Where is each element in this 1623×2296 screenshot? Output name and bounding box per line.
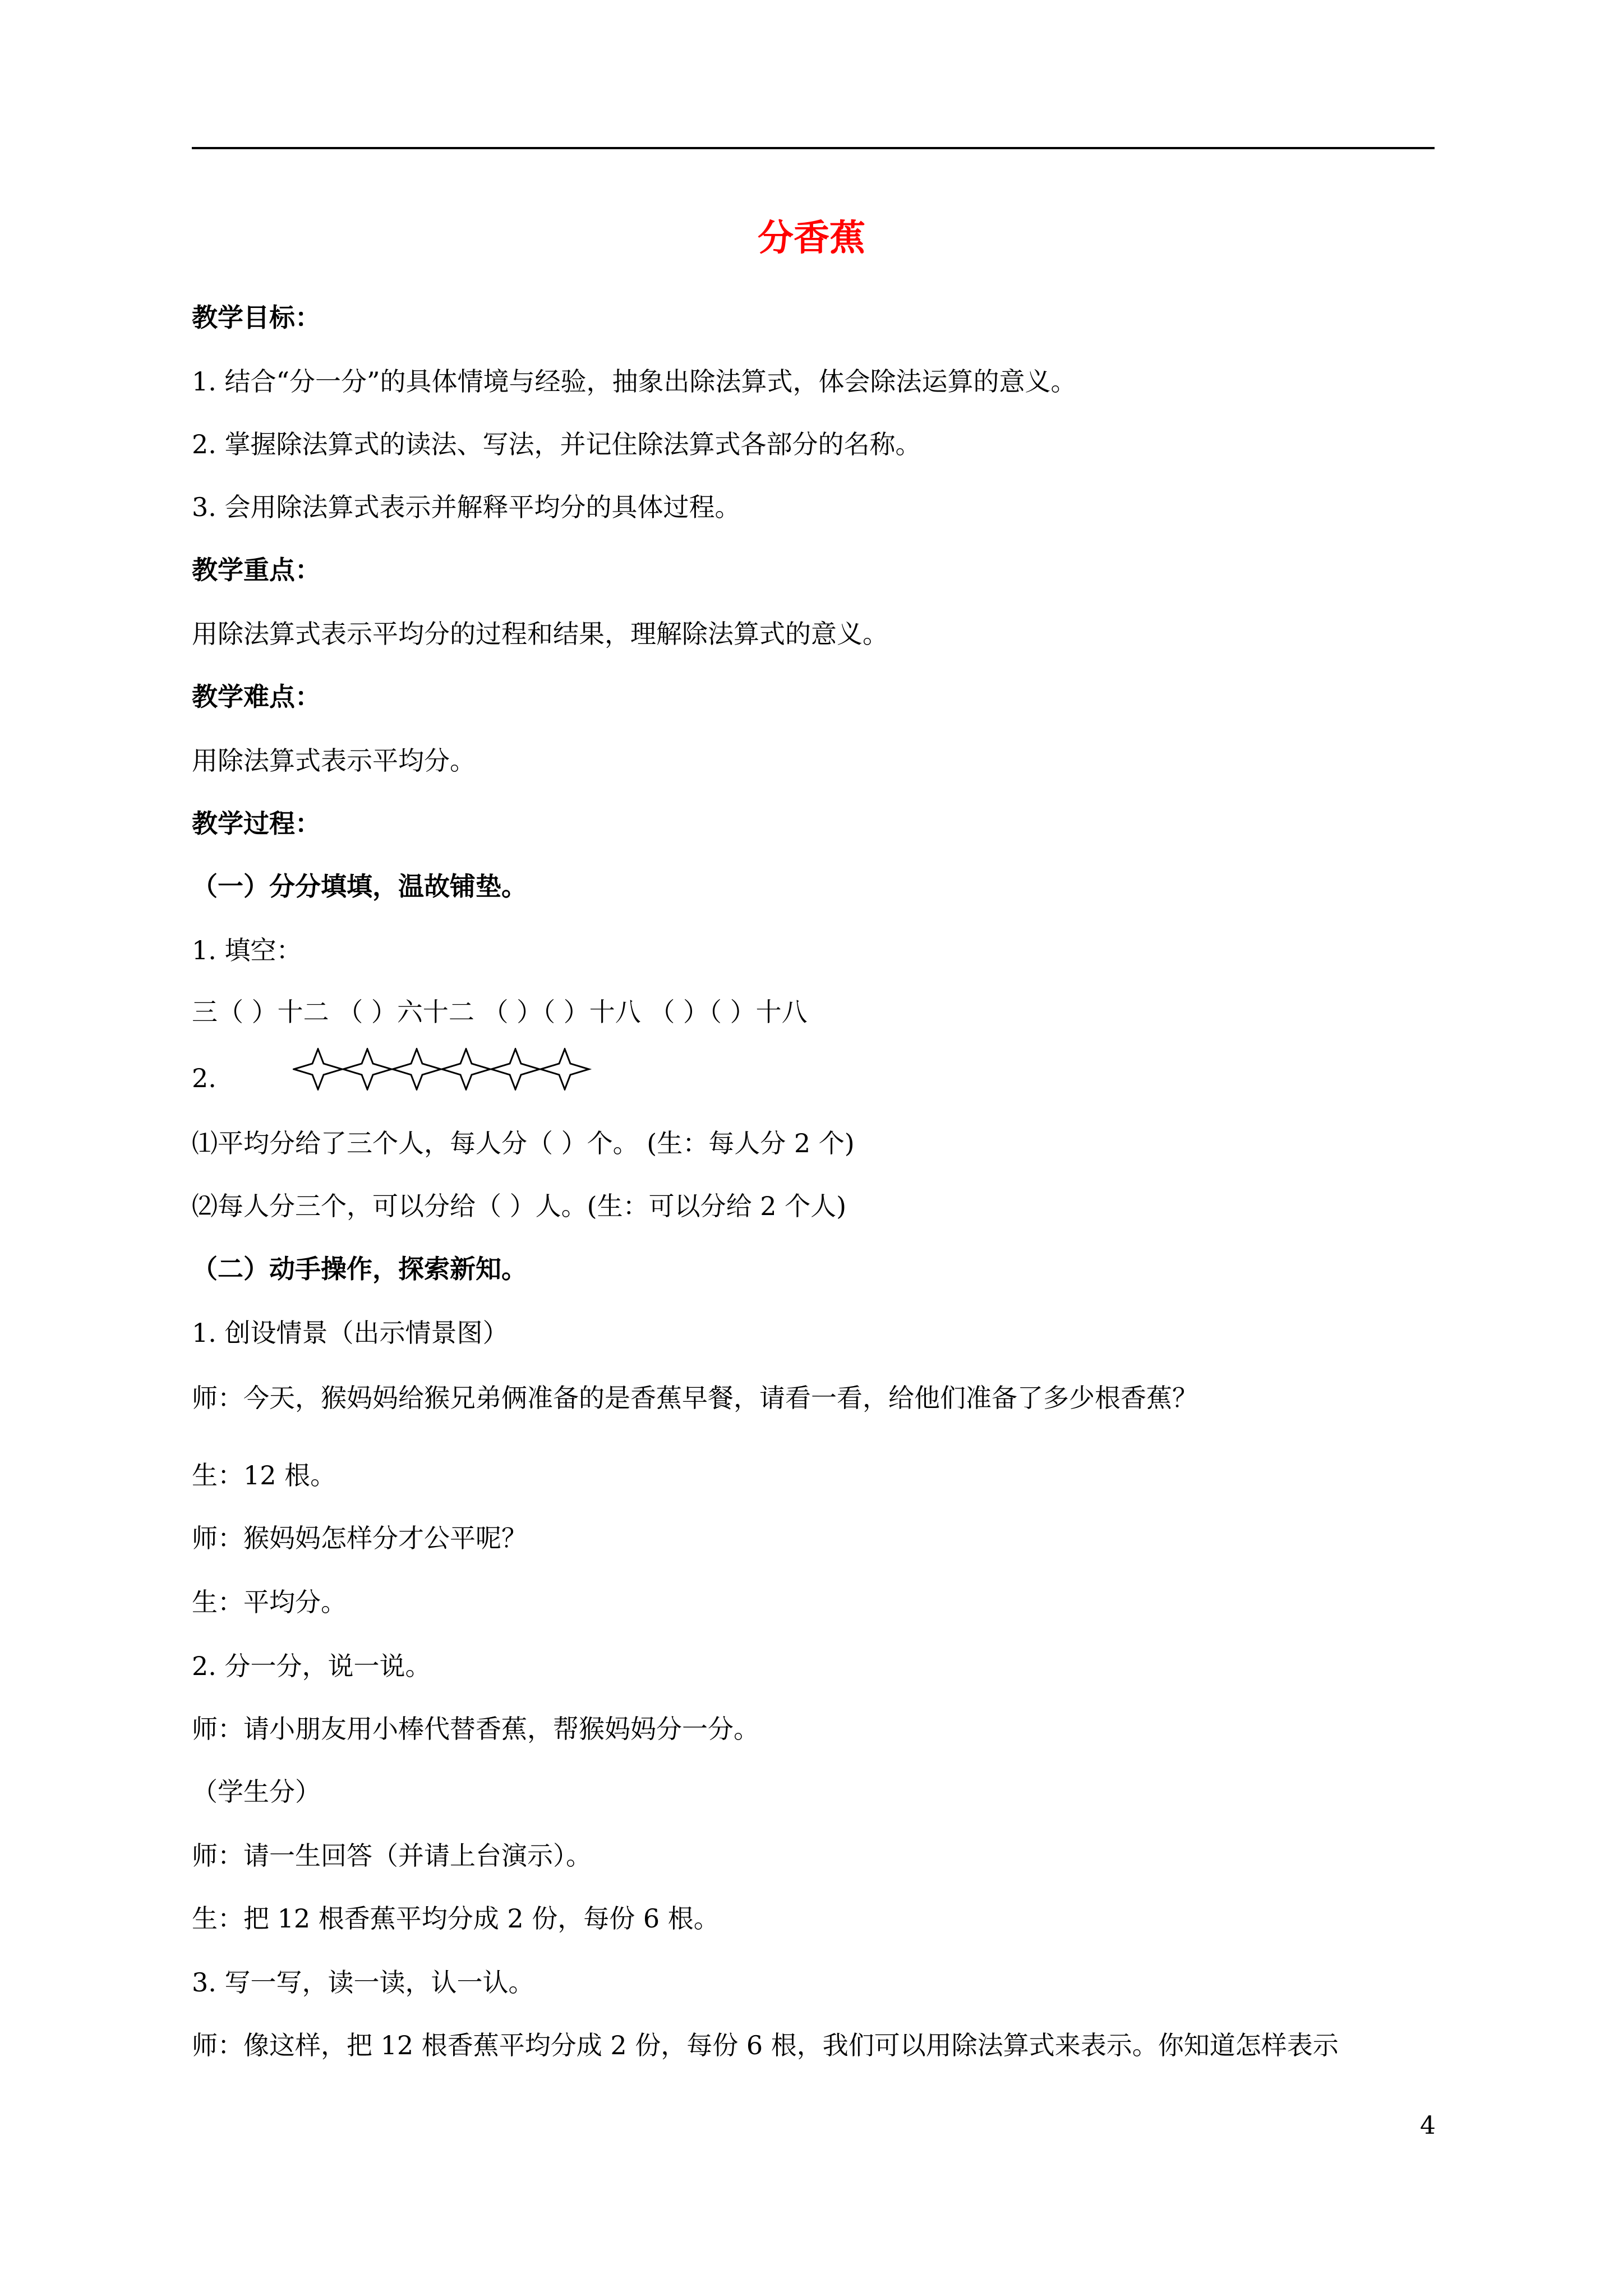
objective-1: 1. 结合“分一分”的具体情境与经验，抽象出除法算式，体会除法运算的意义。	[192, 366, 1077, 397]
step-2-heading: 2. 分一分，说一说。	[192, 1651, 431, 1681]
subsection-heading-1: （一）分分填填，温故铺垫。	[192, 871, 527, 901]
section-heading-process: 教学过程：	[192, 808, 321, 839]
exercise-2-question-1: ⑴平均分给了三个人，每人分（ ）个。 (生：每人分 2 个)	[192, 1128, 855, 1158]
activity-note: （学生分）	[192, 1777, 321, 1807]
step-3-heading: 3. 写一写，读一读，认一认。	[192, 1967, 534, 1998]
header-rule	[192, 147, 1435, 149]
dialogue-teacher-3: 师：请小朋友用小棒代替香蕉，帮猴妈妈分一分。	[192, 1714, 759, 1744]
page-title: 分香蕉	[758, 217, 865, 259]
star-icon	[491, 1049, 540, 1089]
dialogue-teacher-5: 师：像这样，把 12 根香蕉平均分成 2 份，每份 6 根，我们可以用除法算式来表示。你知道怎样表示	[192, 2030, 1339, 2060]
difficulty-text: 用除法算式表示平均分。	[192, 746, 476, 776]
dialogue-teacher-1: 师：今天，猴妈妈给猴兄弟俩准备的是香蕉早餐，请看一看，给他们准备了多少根香蕉？	[192, 1383, 1198, 1413]
star-icon	[442, 1049, 490, 1089]
dialogue-teacher-4: 师：请一生回答（并请上台演示）。	[192, 1841, 592, 1871]
subsection-heading-2: （二）动手操作，探索新知。	[192, 1254, 527, 1284]
star-icon	[294, 1049, 342, 1089]
objective-3: 3. 会用除法算式表示并解释平均分的具体过程。	[192, 492, 741, 522]
star-row-figure	[293, 1048, 596, 1091]
section-heading-key-points: 教学重点：	[192, 555, 321, 585]
page-number: 4	[1420, 2111, 1436, 2140]
star-icon	[393, 1049, 441, 1089]
exercise-2-label: 2.	[192, 1063, 216, 1093]
exercise-1-blanks: 三（ ）十二 （ ）六十二 （ ）（ ）十八 （ ）（ ）十八	[192, 997, 808, 1027]
star-icon	[541, 1049, 589, 1089]
dialogue-student-2: 生：平均分。	[192, 1587, 347, 1617]
section-heading-objectives: 教学目标：	[192, 302, 321, 333]
objective-2: 2. 掌握除法算式的读法、写法，并记住除法算式各部分的名称。	[192, 429, 921, 459]
dialogue-student-1: 生：12 根。	[192, 1460, 336, 1490]
step-1-heading: 1. 创设情景（出示情景图）	[192, 1318, 509, 1348]
star-icon	[343, 1049, 391, 1089]
key-point-text: 用除法算式表示平均分的过程和结果，理解除法算式的意义。	[192, 619, 888, 649]
section-heading-difficulty: 教学难点：	[192, 682, 321, 712]
exercise-2-question-2: ⑵每人分三个，可以分给（ ）人。(生：可以分给 2 个人)	[192, 1191, 847, 1221]
dialogue-teacher-2: 师：猴妈妈怎样分才公平呢？	[192, 1523, 527, 1553]
exercise-1-label: 1. 填空：	[192, 935, 302, 965]
dialogue-student-3: 生：把 12 根香蕉平均分成 2 份，每份 6 根。	[192, 1903, 720, 1934]
